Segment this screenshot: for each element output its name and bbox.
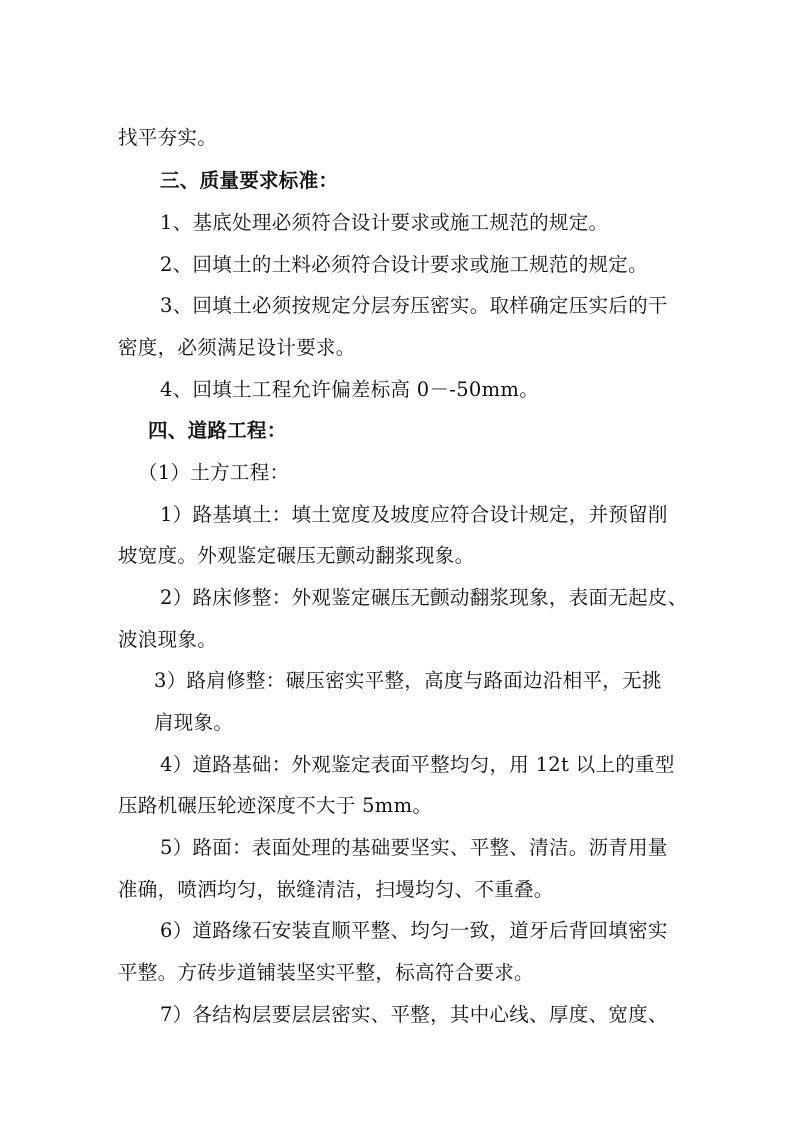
text-line: 3、回填土必须按规定分层夯压密实。取样确定压实后的干 (160, 293, 668, 317)
text-line: 7）各结构层要层层密实、平整，其中心线、厚度、宽度、 (160, 1002, 668, 1026)
text-line: 4、回填土工程允许偏差标高 0－-50mm。 (160, 377, 539, 401)
section-heading: 四、道路工程： (148, 418, 287, 442)
text-line: 5）路面：表面处理的基础要坚实、平整、清洁。沥青用量 (160, 835, 668, 859)
subsection-heading: （1）土方工程： (138, 460, 290, 484)
text-line: 坡宽度。外观鉴定碾压无颤动翻浆现象。 (118, 543, 475, 567)
text-line: 2）路床修整：外观鉴定碾压无颤动翻浆现象，表面无起皮、 (160, 585, 688, 609)
text-line: 波浪现象。 (118, 627, 218, 651)
text-line: 4）道路基础：外观鉴定表面平整均匀，用 12t 以上的重型 (160, 752, 675, 776)
text-line: 3）路肩修整：碾压密实平整，高度与路面边沿相平，无挑 (154, 668, 662, 692)
section-heading: 三、质量要求标准： (160, 168, 339, 192)
text-line: 准确，喷洒均匀，嵌缝清洁，扫墁均匀、不重叠。 (118, 877, 554, 901)
text-line: 2、回填土的土料必须符合设计要求或施工规范的规定。 (160, 252, 648, 276)
text-line: 6）道路缘石安装直顺平整、均匀一致，道牙后背回填密实 (160, 918, 668, 942)
text-line: 密度，必须满足设计要求。 (118, 335, 356, 359)
text-line: 1）路基填土：填土宽度及坡度应符合设计规定，并预留削 (160, 502, 668, 526)
text-line: 压路机碾压轮迹深度不大于 5mm。 (118, 793, 433, 817)
text-line: 1、基底处理必须符合设计要求或施工规范的规定。 (160, 210, 609, 234)
text-line: 平整。方砖步道铺装坚实平整，标高符合要求。 (118, 960, 534, 984)
text-line: 找平夯实。 (118, 125, 218, 149)
text-line: 肩现象。 (154, 710, 234, 734)
